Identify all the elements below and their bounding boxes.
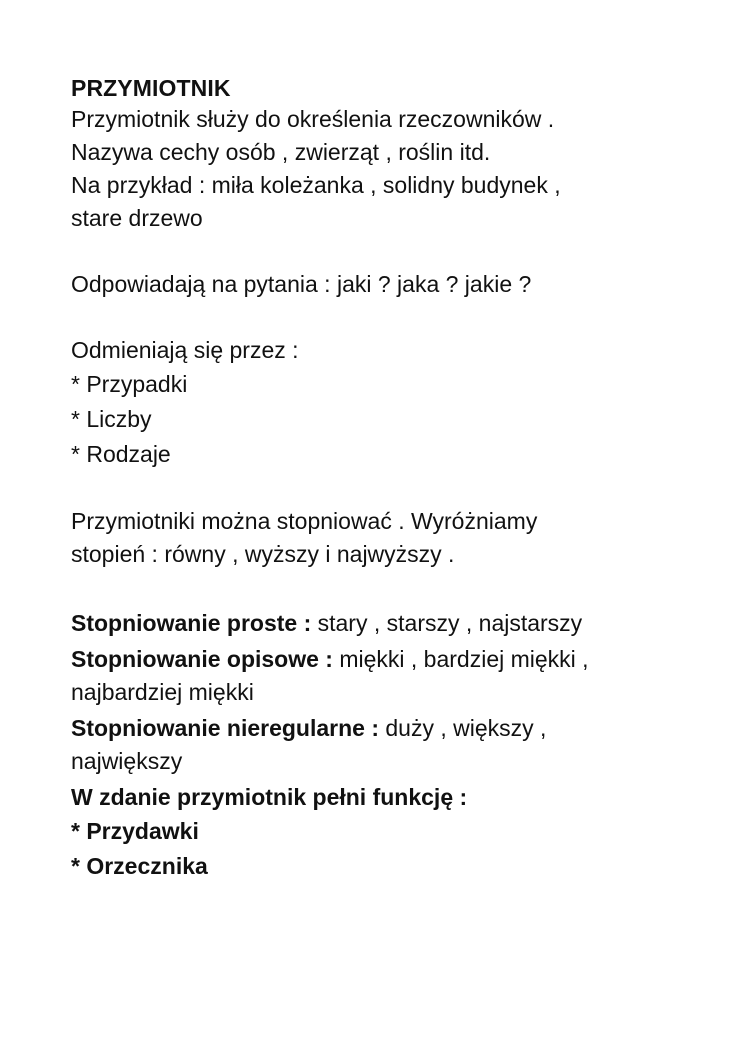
questions-line: Odpowiadają na pytania : jaki ? jaka ? jakie ? — [71, 271, 532, 297]
inflection-list — [71, 367, 710, 472]
intro-line-1: Przymiotnik służy do określenia rzeczowników . — [71, 106, 555, 132]
intro-section — [71, 103, 710, 235]
degree-examples-continued: najbardziej miękki — [71, 679, 254, 705]
spacer — [71, 235, 710, 268]
degree-label: Stopniowanie nieregularne : — [71, 715, 379, 741]
degree-examples-continued: największy — [71, 748, 183, 774]
degree-simple — [71, 607, 710, 640]
degrees-intro-line-2: stopień : równy , wyższy i najwyższy . — [71, 541, 455, 567]
list-item: * Przydawki — [71, 818, 199, 844]
function-heading: W zdanie przymiotnik pełni funkcję : — [71, 784, 468, 810]
function-list — [71, 814, 710, 884]
page-title: PRZYMIOTNIK — [71, 75, 231, 101]
function-section — [71, 781, 710, 884]
list-item: * Rodzaje — [71, 441, 171, 467]
degree-irregular — [71, 712, 710, 778]
degree-examples: duży , większy , — [378, 715, 547, 741]
inflection-section — [71, 334, 710, 472]
list-item: * Orzecznika — [71, 853, 208, 879]
degrees-intro-section — [71, 505, 710, 571]
degrees-section — [71, 607, 710, 778]
list-item: * Przypadki — [71, 371, 188, 397]
spacer — [71, 571, 710, 607]
degree-label: Stopniowanie proste : — [71, 610, 312, 636]
degree-label: Stopniowanie opisowe : — [71, 646, 333, 672]
inflection-heading: Odmieniają się przez : — [71, 337, 299, 363]
intro-line-4: stare drzewo — [71, 205, 203, 231]
intro-line-2: Nazywa cechy osób , zwierząt , roślin itd. — [71, 139, 491, 165]
intro-line-3: Na przykład : miła koleżanka , solidny budynek , — [71, 172, 561, 198]
spacer — [71, 301, 710, 334]
list-item: * Liczby — [71, 406, 152, 432]
degree-examples: miękki , bardziej miękki , — [332, 646, 589, 672]
degree-examples: stary , starszy , najstarszy — [311, 610, 583, 636]
degrees-intro-line-1: Przymiotniki można stopniować . Wyróżniamy — [71, 508, 538, 534]
spacer — [71, 472, 710, 505]
degree-descriptive — [71, 643, 710, 709]
